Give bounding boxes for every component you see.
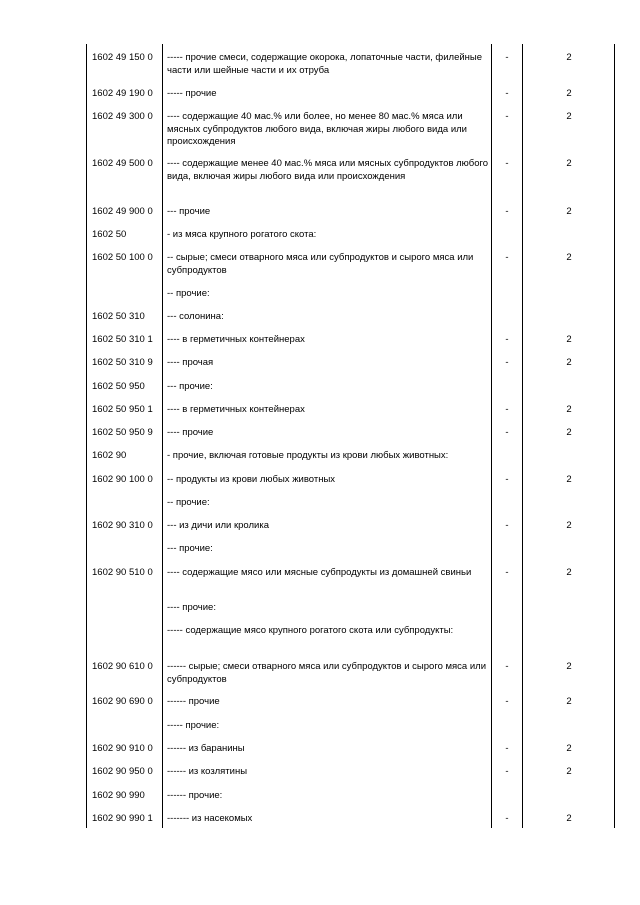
table-row bbox=[86, 326, 616, 349]
table-row bbox=[86, 735, 616, 758]
hs-code-cell: 1602 90 610 0 bbox=[92, 661, 153, 672]
table-row bbox=[86, 712, 616, 735]
description-cell: ------- из насекомых bbox=[167, 813, 253, 824]
hs-code-cell: 1602 50 950 9 bbox=[92, 427, 153, 438]
duty-rate-cell: 2 bbox=[566, 567, 572, 578]
description-cell: ------ из баранины bbox=[167, 743, 245, 754]
duty-rate-cell: 2 bbox=[566, 158, 572, 169]
table-row bbox=[86, 103, 616, 150]
unit-cell: - bbox=[505, 111, 509, 122]
table-row bbox=[86, 280, 616, 303]
table-row bbox=[86, 782, 616, 805]
hs-code-cell: 1602 50 100 0 bbox=[92, 252, 153, 263]
table-row bbox=[86, 303, 616, 326]
tariff-table bbox=[86, 44, 616, 828]
table-row bbox=[86, 396, 616, 419]
hs-code-cell: 1602 49 300 0 bbox=[92, 111, 153, 122]
table-row bbox=[86, 44, 616, 80]
description-cell: ------ сырые; смеси отварного мяса или субпродуктов и сырого мяса или субпродуктов bbox=[167, 661, 487, 685]
hs-code-cell: 1602 90 690 0 bbox=[92, 696, 153, 707]
duty-rate-cell: 2 bbox=[566, 696, 572, 707]
duty-rate-cell: 2 bbox=[566, 252, 572, 263]
column-divider bbox=[86, 44, 87, 828]
description-cell: ----- прочие: bbox=[167, 720, 220, 731]
unit-cell: - bbox=[505, 206, 509, 217]
duty-rate-cell: 2 bbox=[566, 88, 572, 99]
table-row bbox=[86, 617, 616, 653]
table-row bbox=[86, 758, 616, 782]
table-row bbox=[86, 688, 616, 712]
table-row bbox=[86, 198, 616, 221]
table-row bbox=[86, 221, 616, 244]
table-row bbox=[86, 559, 616, 594]
table-row bbox=[86, 80, 616, 103]
unit-cell: - bbox=[505, 743, 509, 754]
hs-code-cell: 1602 50 950 bbox=[92, 381, 145, 392]
duty-rate-cell: 2 bbox=[566, 334, 572, 345]
description-cell: --- солонина: bbox=[167, 311, 224, 322]
description-cell: ---- прочие bbox=[167, 427, 214, 438]
description-cell: --- прочие: bbox=[167, 381, 213, 392]
hs-code-cell: 1602 90 bbox=[92, 450, 127, 461]
table-row bbox=[86, 349, 616, 373]
duty-rate-cell: 2 bbox=[566, 357, 572, 368]
table-row bbox=[86, 594, 616, 617]
description-cell: ---- содержащие менее 40 мас.% мяса или мясных субпродуктов любого вида, включая жиры любого вида или происхождения bbox=[167, 158, 489, 182]
description-cell: ---- прочие: bbox=[167, 602, 216, 613]
table-row bbox=[86, 805, 616, 828]
hs-code-cell: 1602 90 100 0 bbox=[92, 474, 153, 485]
table-row bbox=[86, 535, 616, 559]
duty-rate-cell: 2 bbox=[566, 206, 572, 217]
unit-cell: - bbox=[505, 661, 509, 672]
duty-rate-cell: 2 bbox=[566, 520, 572, 531]
hs-code-cell: 1602 90 910 0 bbox=[92, 743, 153, 754]
table-row bbox=[86, 653, 616, 688]
duty-rate-cell: 2 bbox=[566, 111, 572, 122]
unit-cell: - bbox=[505, 766, 509, 777]
description-cell: ------ прочие: bbox=[167, 790, 223, 801]
hs-code-cell: 1602 50 310 9 bbox=[92, 357, 153, 368]
hs-code-cell: 1602 50 310 bbox=[92, 311, 145, 322]
table-row bbox=[86, 373, 616, 396]
description-cell: -- прочие: bbox=[167, 288, 210, 299]
description-cell: ------ из козлятины bbox=[167, 766, 248, 777]
description-cell: --- прочие bbox=[167, 206, 211, 217]
table-row bbox=[86, 466, 616, 489]
unit-cell: - bbox=[505, 88, 509, 99]
description-cell: -- сырые; смеси отварного мяса или субпродуктов и сырого мяса или субпродуктов bbox=[167, 252, 474, 276]
description-cell: ----- прочие bbox=[167, 88, 217, 99]
unit-cell: - bbox=[505, 357, 509, 368]
description-cell: ----- прочие смеси, содержащие окорока, лопаточные части, филейные части или шейные части и их отруба bbox=[167, 52, 483, 76]
duty-rate-cell: 2 bbox=[566, 427, 572, 438]
unit-cell: - bbox=[505, 404, 509, 415]
column-divider bbox=[522, 44, 523, 828]
description-cell: ---- в герметичных контейнерах bbox=[167, 334, 305, 345]
hs-code-cell: 1602 90 950 0 bbox=[92, 766, 153, 777]
description-cell: ----- содержащие мясо крупного рогатого скота или субпродукты: bbox=[167, 625, 454, 636]
description-cell: -- прочие: bbox=[167, 497, 210, 508]
description-cell: ---- содержащие 40 мас.% или более, но менее 80 мас.% мяса или мясных субпродуктов любого вида, включая жиры любого вида или происхождения bbox=[167, 111, 467, 147]
unit-cell: - bbox=[505, 52, 509, 63]
hs-code-cell: 1602 90 510 0 bbox=[92, 567, 153, 578]
hs-code-cell: 1602 49 150 0 bbox=[92, 52, 153, 63]
duty-rate-cell: 2 bbox=[566, 661, 572, 672]
unit-cell: - bbox=[505, 334, 509, 345]
unit-cell: - bbox=[505, 427, 509, 438]
description-cell: -- продукты из крови любых животных bbox=[167, 474, 336, 485]
table-row bbox=[86, 419, 616, 442]
hs-code-cell: 1602 90 990 1 bbox=[92, 813, 153, 824]
duty-rate-cell: 2 bbox=[566, 743, 572, 754]
hs-code-cell: 1602 49 190 0 bbox=[92, 88, 153, 99]
unit-cell: - bbox=[505, 252, 509, 263]
table-row bbox=[86, 489, 616, 512]
hs-code-cell: 1602 50 950 1 bbox=[92, 404, 153, 415]
table-row bbox=[86, 442, 616, 466]
hs-code-cell: 1602 90 310 0 bbox=[92, 520, 153, 531]
description-cell: ---- прочая bbox=[167, 357, 214, 368]
duty-rate-cell: 2 bbox=[566, 404, 572, 415]
description-cell: --- прочие: bbox=[167, 543, 213, 554]
description-cell: - из мяса крупного рогатого скота: bbox=[167, 229, 317, 240]
unit-cell: - bbox=[505, 696, 509, 707]
unit-cell: - bbox=[505, 520, 509, 531]
table-row bbox=[86, 244, 616, 280]
unit-cell: - bbox=[505, 567, 509, 578]
duty-rate-cell: 2 bbox=[566, 766, 572, 777]
unit-cell: - bbox=[505, 474, 509, 485]
hs-code-cell: 1602 49 500 0 bbox=[92, 158, 153, 169]
duty-rate-cell: 2 bbox=[566, 52, 572, 63]
table-row bbox=[86, 150, 616, 198]
unit-cell: - bbox=[505, 158, 509, 169]
duty-rate-cell: 2 bbox=[566, 813, 572, 824]
duty-rate-cell: 2 bbox=[566, 474, 572, 485]
table-row bbox=[86, 512, 616, 535]
description-cell: ------ прочие bbox=[167, 696, 220, 707]
description-cell: ---- в герметичных контейнерах bbox=[167, 404, 305, 415]
hs-code-cell: 1602 50 310 1 bbox=[92, 334, 153, 345]
column-divider bbox=[491, 44, 492, 828]
hs-code-cell: 1602 50 bbox=[92, 229, 127, 240]
description-cell: --- из дичи или кролика bbox=[167, 520, 269, 531]
unit-cell: - bbox=[505, 813, 509, 824]
column-divider bbox=[614, 44, 615, 828]
description-cell: - прочие, включая готовые продукты из крови любых животных: bbox=[167, 450, 449, 461]
description-cell: ---- содержащие мясо или мясные субпродукты из домашней свиньи bbox=[167, 567, 472, 578]
hs-code-cell: 1602 49 900 0 bbox=[92, 206, 153, 217]
hs-code-cell: 1602 90 990 bbox=[92, 790, 145, 801]
column-divider bbox=[162, 44, 163, 828]
